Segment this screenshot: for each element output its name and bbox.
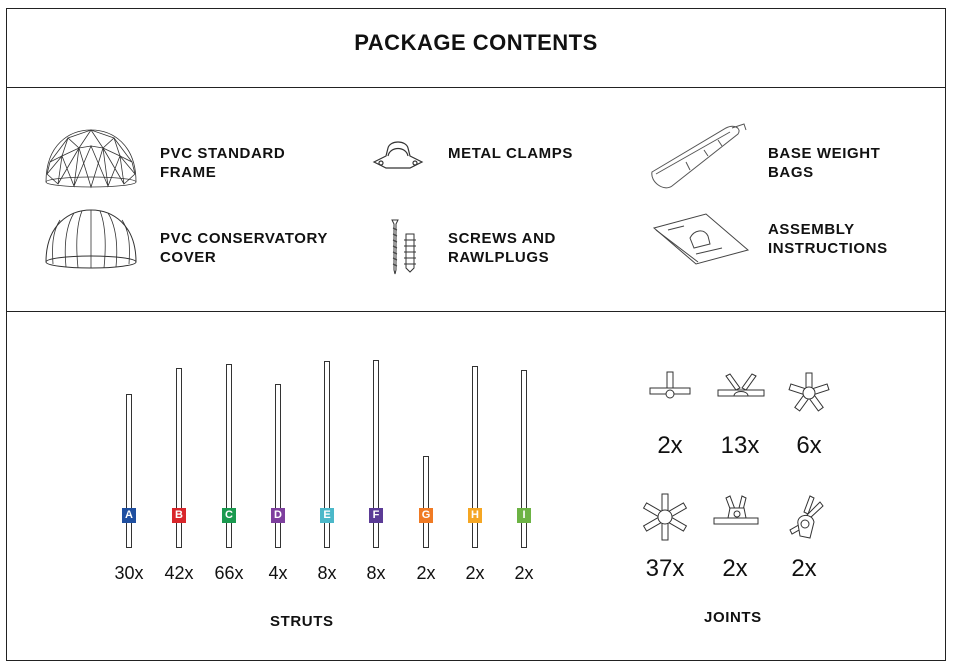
strut-rod [423, 456, 429, 548]
dome-cover-icon [44, 206, 138, 270]
item-conservatory-cover-label: PVC CONSERVATORY COVER [160, 230, 328, 266]
strut-tag: D [271, 508, 285, 523]
strut-tag: I [517, 508, 531, 523]
strut-tag: F [369, 508, 383, 523]
joint-count-angled: 2x [791, 555, 817, 582]
joint-4way-icon [716, 372, 766, 406]
joint-count-5way: 6x [796, 432, 822, 459]
joint-angled-icon [786, 494, 826, 544]
dome-frame-icon [44, 126, 138, 188]
strut-tag: G [419, 508, 433, 523]
strut-tag: C [222, 508, 236, 523]
divider-middle [6, 311, 946, 312]
struts-label: STRUTS [270, 613, 334, 630]
joint-count-3way: 2x [657, 432, 683, 459]
joints-label: JOINTS [704, 609, 762, 626]
strut-count: 4x [268, 563, 288, 583]
metal-clamp-icon [372, 138, 424, 172]
item-base-weight-bags-label: BASE WEIGHT BAGS [768, 145, 881, 181]
strut-count: 2x [514, 563, 534, 583]
item-assembly-instructions-label: ASSEMBLY INSTRUCTIONS [768, 221, 888, 257]
strut-tag: H [468, 508, 482, 523]
joint-3way-icon [648, 370, 692, 406]
strut-count: 2x [465, 563, 485, 583]
joint-count-6way: 37x [645, 555, 685, 582]
strut-count: 42x [164, 563, 194, 583]
strut-rod [275, 384, 281, 548]
screw-icon [388, 216, 424, 276]
strut-count: 2x [416, 563, 436, 583]
weight-bag-icon [646, 122, 750, 192]
strut-count: 30x [114, 563, 144, 583]
joint-5way-icon [786, 372, 832, 416]
strut-count: 8x [317, 563, 337, 583]
joint-6way-icon [640, 492, 690, 544]
joint-count-base: 2x [722, 555, 748, 582]
manual-icon [650, 212, 750, 266]
strut-tag: B [172, 508, 186, 523]
joint-base-icon [712, 494, 760, 532]
divider-top [6, 87, 946, 88]
page-title: PACKAGE CONTENTS [354, 30, 598, 55]
strut-count: 8x [366, 563, 386, 583]
item-metal-clamps-label: METAL CLAMPS [448, 145, 573, 162]
item-standard-frame-label: PVC STANDARD FRAME [160, 145, 286, 181]
item-screws-rawlplugs-label: SCREWS AND RAWLPLUGS [448, 230, 556, 266]
strut-tag: A [122, 508, 136, 523]
strut-count: 66x [214, 563, 244, 583]
strut-rod [126, 394, 132, 548]
joint-count-4way: 13x [720, 432, 760, 459]
strut-tag: E [320, 508, 334, 523]
